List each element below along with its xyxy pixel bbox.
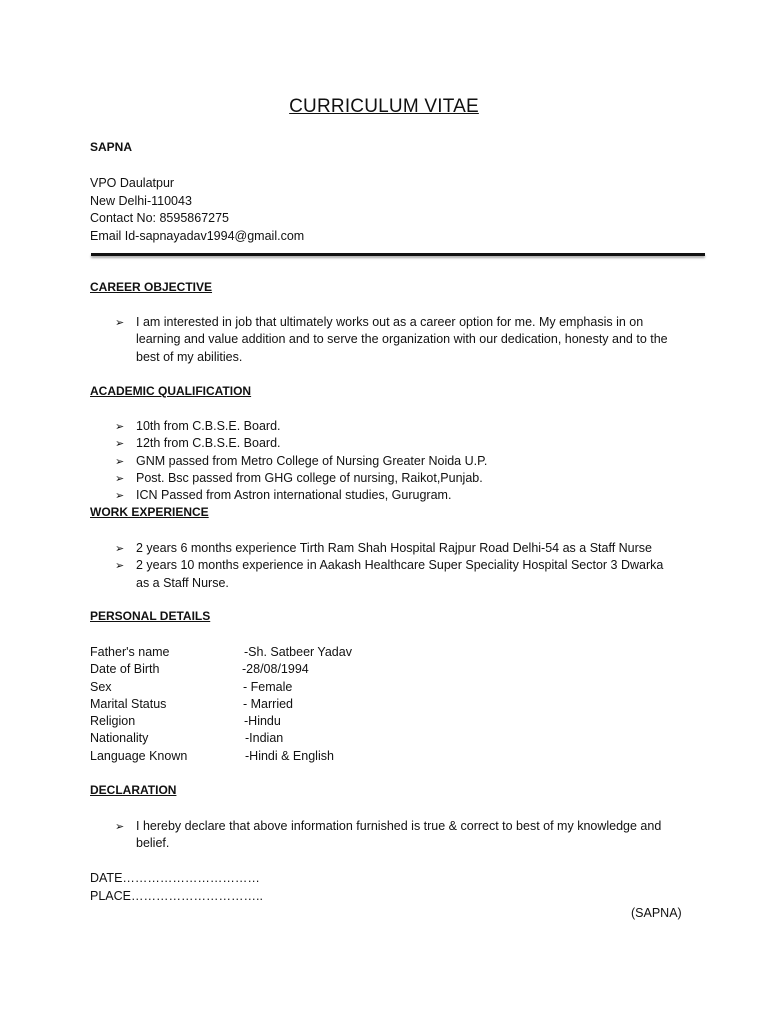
detail-label: Marital Status xyxy=(90,696,167,711)
arrow-bullet-icon: ➢ xyxy=(115,820,125,833)
detail-value: -Indian xyxy=(245,731,284,746)
declaration-heading: DECLARATION xyxy=(90,783,177,797)
detail-value: -28/08/1994 xyxy=(242,662,309,677)
candidate-name: SAPNA xyxy=(90,140,133,154)
email-address: Email Id-sapnayadav1994@gmail.com xyxy=(90,228,305,243)
list-item xyxy=(115,435,675,452)
detail-label: Religion xyxy=(90,714,136,729)
work-item: 2 years 6 months experience Tirth Ram Shah Hospital Rajpur Road Delhi-54 as a Staff Nurse xyxy=(136,541,652,555)
detail-label: Date of Birth xyxy=(90,662,160,677)
address-line-2: New Delhi-110043 xyxy=(90,193,192,208)
academic-item: 12th from C.B.S.E. Board. xyxy=(136,436,281,451)
arrow-bullet-icon: ➢ xyxy=(115,420,125,433)
date-line: DATE…………………………… xyxy=(90,871,260,885)
document-title: CURRICULUM VITAE xyxy=(289,96,479,117)
work-item: 2 years 10 months experience in Aakash Healthcare Super Speciality Hospital Sector 3 Dwarka as a Staff Nurse. xyxy=(136,558,664,590)
career-objective-heading: CAREER OBJECTIVE xyxy=(90,280,213,294)
arrow-bullet-icon: ➢ xyxy=(115,542,125,555)
list-item xyxy=(115,557,675,592)
list-item xyxy=(115,453,675,470)
work-experience-heading: WORK EXPERIENCE xyxy=(90,505,209,519)
header-divider xyxy=(91,253,705,256)
academic-item: GNM passed from Metro College of Nursing Greater Noida U.P. xyxy=(136,453,488,468)
career-objective-text: I am interested in job that ultimately works out as a career option for me. My emphasis in on learning and value addition and to serve the organization with our dedication, honesty and to the best of my abilities. xyxy=(136,315,668,364)
list-item xyxy=(115,487,675,504)
detail-label: Language Known xyxy=(90,748,188,763)
list-item xyxy=(115,470,675,487)
personal-details-heading: PERSONAL DETAILS xyxy=(90,609,211,623)
address-block xyxy=(90,175,304,245)
list-item xyxy=(115,314,675,366)
academic-item: ICN Passed from Astron international studies, Gurugram. xyxy=(136,488,452,503)
list-item xyxy=(115,818,675,853)
arrow-bullet-icon: ➢ xyxy=(115,471,125,485)
contact-number: Contact No: 8595867275 xyxy=(90,211,229,225)
detail-label: Sex xyxy=(90,679,112,694)
arrow-bullet-icon: ➢ xyxy=(115,489,125,503)
arrow-bullet-icon: ➢ xyxy=(115,316,125,329)
declaration-list xyxy=(115,818,675,853)
career-objective-list xyxy=(115,314,675,366)
academic-item: Post. Bsc passed from GHG college of nursing, Raikot,Punjab. xyxy=(136,470,483,485)
detail-label: Nationality xyxy=(90,731,149,746)
detail-value: -Hindu xyxy=(244,714,281,729)
list-item xyxy=(115,418,675,435)
detail-value: - Female xyxy=(243,679,293,694)
place-line: PLACE………………………….. xyxy=(90,888,263,903)
academic-heading: ACADEMIC QUALIFICATION xyxy=(90,384,252,398)
date-place-block xyxy=(90,870,263,905)
academic-item: 10th from C.B.S.E. Board. xyxy=(136,419,281,433)
detail-value: - Married xyxy=(243,696,294,711)
work-experience-list xyxy=(115,540,675,592)
academic-list xyxy=(115,418,675,504)
arrow-bullet-icon: ➢ xyxy=(115,454,125,468)
declaration-text: I hereby declare that above information furnished is true & correct to best of my knowledge and belief. xyxy=(136,819,662,851)
detail-label: Father's name xyxy=(90,645,170,659)
detail-value: -Hindi & English xyxy=(245,748,334,763)
list-item xyxy=(115,540,675,557)
arrow-bullet-icon: ➢ xyxy=(115,559,125,573)
arrow-bullet-icon: ➢ xyxy=(115,437,125,451)
detail-value: -Sh. Satbeer Yadav xyxy=(244,645,352,659)
address-line-1: VPO Daulatpur xyxy=(90,176,175,190)
signature: (SAPNA) xyxy=(631,906,682,920)
